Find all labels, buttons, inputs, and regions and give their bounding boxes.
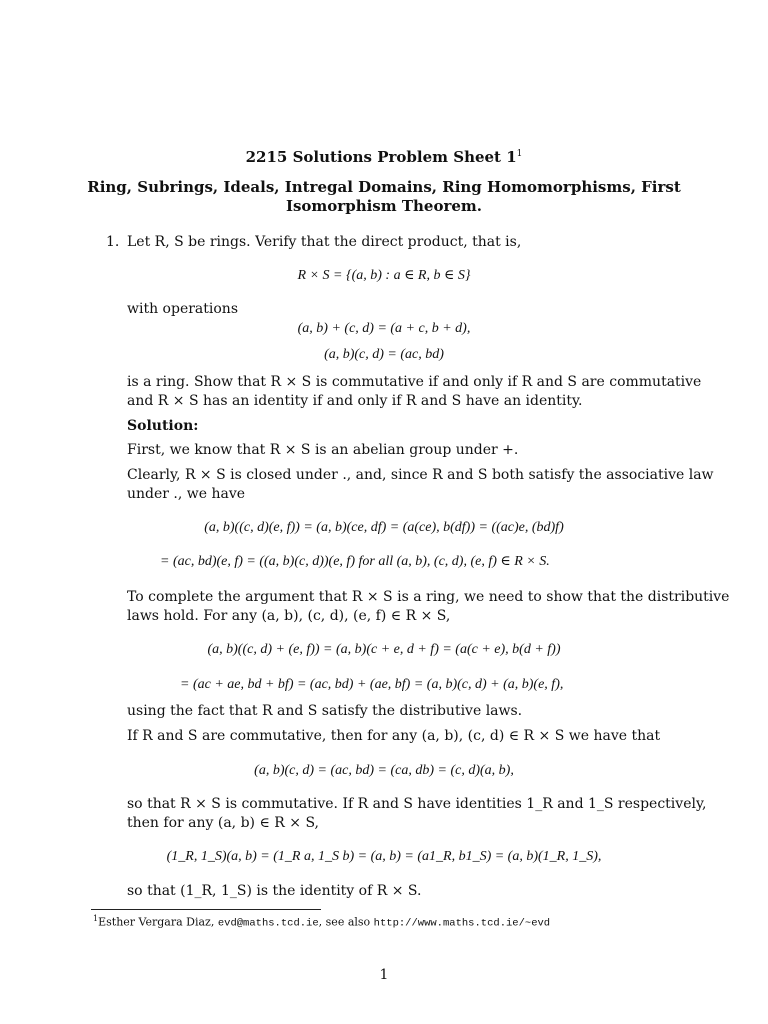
problem-statement: Let R, S be rings. Verify that the direct product, that is,: [127, 234, 522, 250]
subtitle-line-2: Isomorphism Theorem.: [285, 197, 483, 215]
page-number: 1: [379, 967, 389, 983]
solution-line-closed-1: Clearly, R × S is closed under ., and, since R and S both satisfy the associative law: [127, 467, 714, 483]
footnote-mark: 1: [93, 914, 99, 923]
footnote-author: Esther Vergara Diaz,: [98, 915, 218, 929]
equation-direct-product: R × S = {(a, b) : a ∈ R, b ∈ S}: [297, 268, 471, 283]
subtitle-line-1: Ring, Subrings, Ideals, Intregal Domains, Ring Homomorphisms, First: [87, 178, 681, 196]
equation-identity: (1_R, 1_S)(a, b) = (1_R a, 1_S b) = (a, b) = (a1_R, b1_S) = (a, b)(1_R, 1_S),: [166, 849, 602, 864]
footnote-rule: [91, 909, 321, 910]
solution-line-identities-2: then for any (a, b) ∈ R × S,: [127, 815, 319, 831]
solution-line-closed-2: under ., we have: [127, 486, 246, 502]
equation-multiplication: (a, b)(c, d) = (ac, bd): [324, 347, 444, 362]
solution-line-commutative: If R and S are commutative, then for any (a, b), (c, d) ∈ R × S we have that: [127, 728, 661, 744]
solution-line-distributive-1: To complete the argument that R × S is a ring, we need to show that the distributive: [127, 589, 730, 605]
footnote-separator: , see also: [318, 915, 374, 929]
solution-line-identity-conclusion: so that (1_R, 1_S) is the identity of R × S.: [127, 883, 422, 899]
equation-distributive-1: (a, b)((c, d) + (e, f)) = (a, b)(c + e, d + f) = (a(c + e), b(d + f)): [207, 642, 561, 657]
equation-associative-1: (a, b)((c, d)(e, f)) = (a, b)(ce, df) = (a(ce), b(df)) = ((ac)e, (bd)f): [204, 520, 564, 535]
solution-line-distributive-2: laws hold. For any (a, b), (c, d), (e, f) ∈ R × S,: [127, 608, 451, 624]
document-title: [0, 145, 768, 166]
title-text: 2215 Solutions Problem Sheet 1: [245, 148, 517, 166]
problem-number: 1.: [106, 234, 120, 250]
equation-associative-2: = (ac, bd)(e, f) = ((a, b)(c, d))(e, f) for all (a, b), (c, d), (e, f) ∈ R × S.: [160, 554, 550, 569]
equation-commutative: (a, b)(c, d) = (ac, bd) = (ca, db) = (c, d)(a, b),: [254, 763, 514, 778]
solution-line-identities-1: so that R × S is commutative. If R and S have identities 1_R and 1_S respectively,: [127, 796, 707, 812]
with-operations-text: with operations: [127, 301, 239, 317]
solution-heading: Solution:: [127, 418, 199, 434]
task-line-2: and R × S has an identity if and only if R and S have an identity.: [127, 393, 583, 409]
solution-line-abelian: First, we know that R × S is an abelian group under +.: [127, 442, 519, 458]
footnote: [93, 912, 550, 931]
solution-line-distributive-laws: using the fact that R and S satisfy the distributive laws.: [127, 703, 523, 719]
footnote-url-link[interactable]: http://www.maths.tcd.ie/~evd: [373, 917, 551, 930]
footnote-email-link[interactable]: evd@maths.tcd.ie: [217, 917, 319, 930]
equation-distributive-2: = (ac + ae, bd + bf) = (ac, bd) + (ae, bf) = (a, b)(c, d) + (a, b)(e, f),: [180, 677, 564, 692]
title-footnote-mark: 1: [516, 149, 523, 159]
equation-addition: (a, b) + (c, d) = (a + c, b + d),: [297, 321, 471, 336]
task-line-1: is a ring. Show that R × S is commutative if and only if R and S are commutative: [127, 374, 702, 390]
